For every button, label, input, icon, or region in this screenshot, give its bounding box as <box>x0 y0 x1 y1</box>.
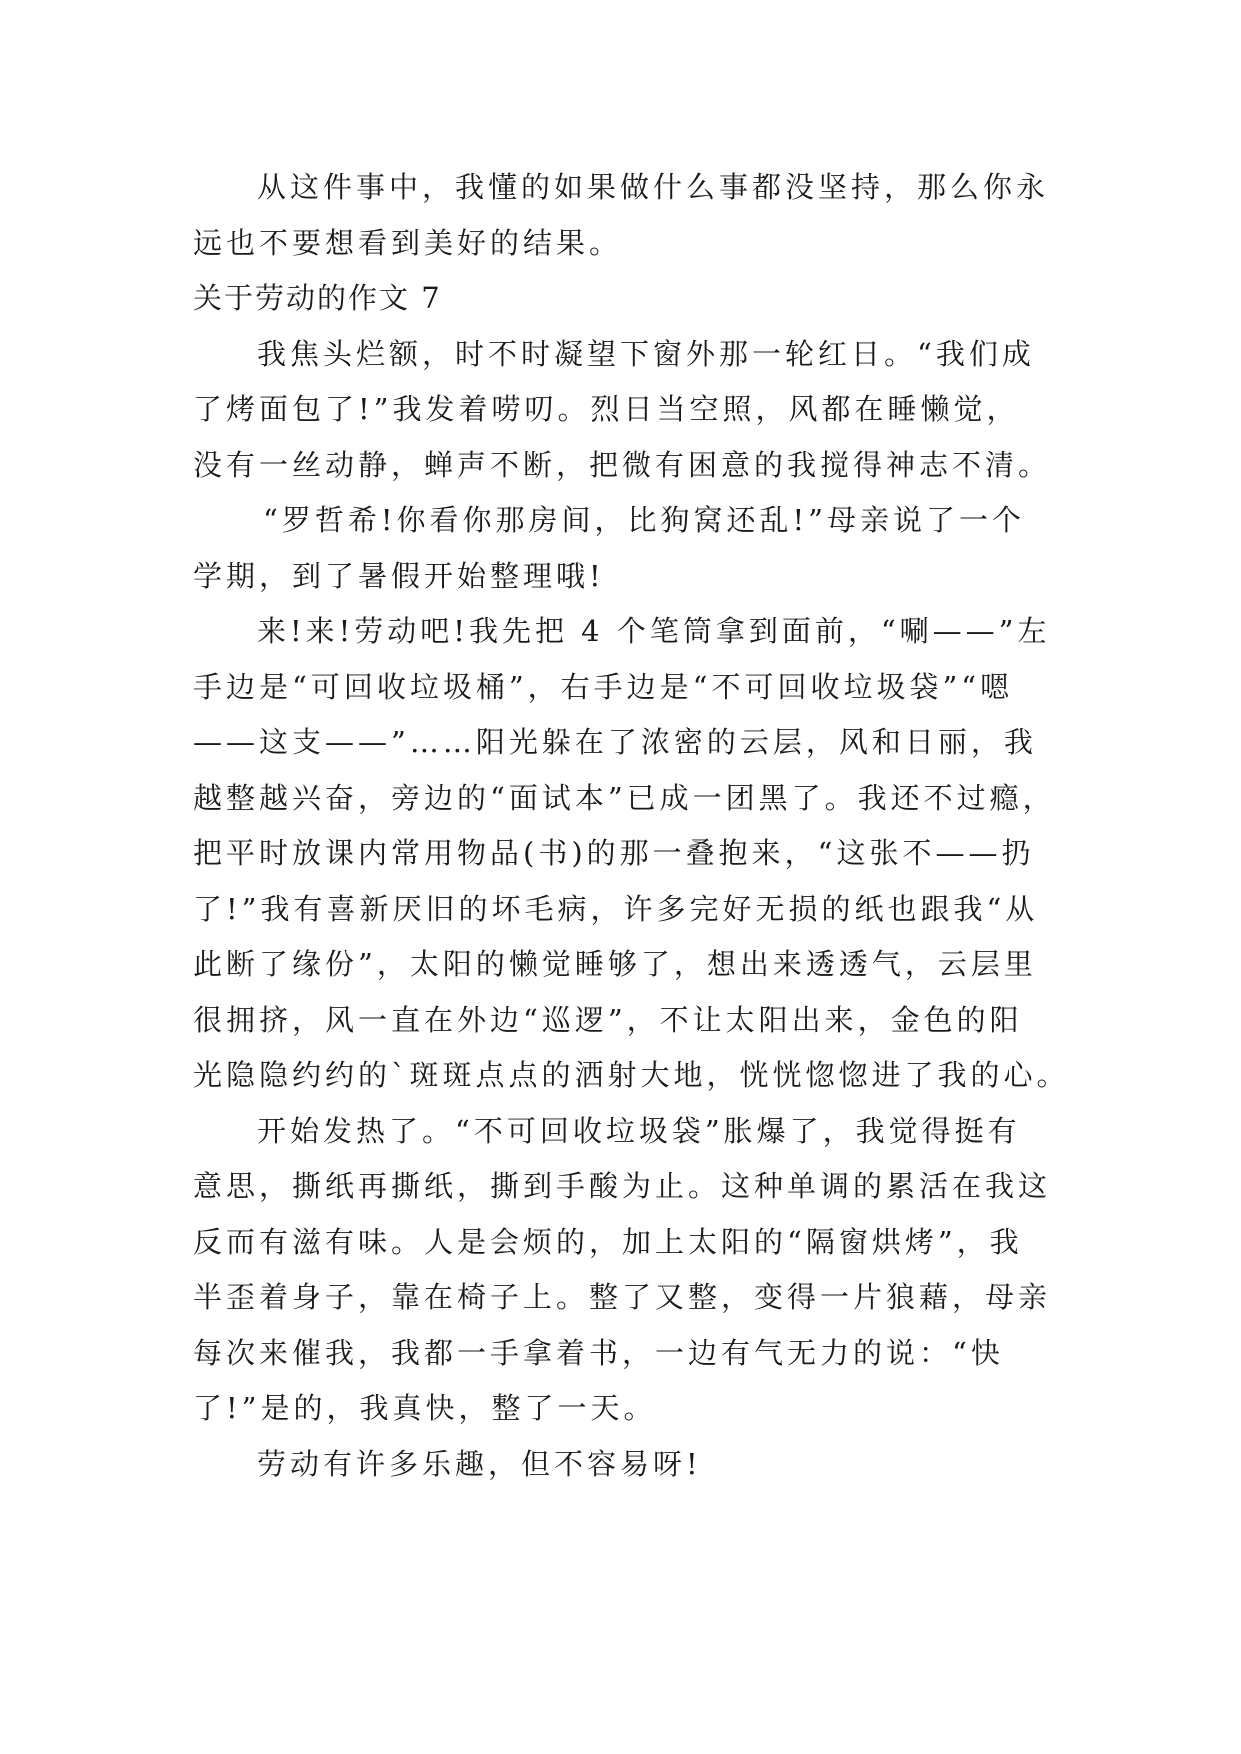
paragraph-line: 把平时放课内常用物品(书)的那一叠抱来，“这张不——扔 <box>193 836 1035 870</box>
paragraph-line: 了烤面包了!”我发着唠叨。烈日当空照，风都在睡懒觉， <box>193 392 1020 426</box>
paragraph-line: 从这件事中，我懂的如果做什么事都没坚持，那么你永 <box>257 170 1050 204</box>
paragraph-line: 手边是“可回收垃圾桶”，右手边是“不可回收垃圾袋”“嗯 <box>193 669 1014 704</box>
paragraph-line: ——这支——”……阳光躲在了浓密的云层，风和日丽，我 <box>193 725 1037 759</box>
section-heading: 关于劳动的作文 7 <box>193 281 442 315</box>
paragraph-line: “罗哲希!你看你那房间，比狗窝还乱!”母亲说了一个 <box>263 503 1025 537</box>
paragraph-line: 学期，到了暑假开始整理哦! <box>193 558 605 593</box>
paragraph-line: 此断了缘份”，太阳的懒觉睡够了，想出来透透气，云层里 <box>193 947 1037 981</box>
paragraph-line: 很拥挤，风一直在外边“巡逻”，不让太阳出来，金色的阳 <box>193 1002 1023 1037</box>
paragraph-line: 半歪着身子，靠在椅子上。整了又整，变得一片狼藉，母亲 <box>193 1280 1052 1314</box>
paragraph-line: 了!”是的，我真快，整了一天。 <box>193 1391 657 1425</box>
document-body <box>193 160 1068 1492</box>
paragraph-line: 劳动有许多乐趣，但不容易呀! <box>257 1446 702 1481</box>
paragraph-line: 远也不要想看到美好的结果。 <box>193 225 623 260</box>
paragraph-line: 每次来催我，我都一手拿着书，一边有气无力的说：“快 <box>193 1335 1004 1370</box>
paragraph-line: 了!”我有喜新厌旧的坏毛病，许多完好无损的纸也跟我“从 <box>193 891 1039 926</box>
paragraph-line: 来!来!劳动吧!我先把 4 个笔筒拿到面前，“唰——”左 <box>257 614 1051 648</box>
paragraph-line: 反而有滋有味。人是会烦的，加上太阳的“隔窗烘烤”，我 <box>193 1224 1023 1259</box>
paragraph-line: 我焦头烂额，时不时凝望下窗外那一轮红日。“我们成 <box>257 336 1035 371</box>
paragraph-line: 开始发热了。“不可回收垃圾袋”胀爆了，我觉得挺有 <box>257 1113 1021 1148</box>
paragraph-line: 越整越兴奋，旁边的“面试本”已成一团黑了。我还不过瘾， <box>193 780 1056 815</box>
paragraph-line: 意思，撕纸再撕纸，撕到手酸为止。这种单调的累活在我这 <box>193 1169 1052 1203</box>
paragraph-line: 光隐隐约约的`斑斑点点的洒射大地，恍恍惚惚进了我的心。 <box>193 1058 1070 1092</box>
paragraph-line: 没有一丝动静，蝉声不断，把微有困意的我搅得神志不清。 <box>193 447 1052 482</box>
